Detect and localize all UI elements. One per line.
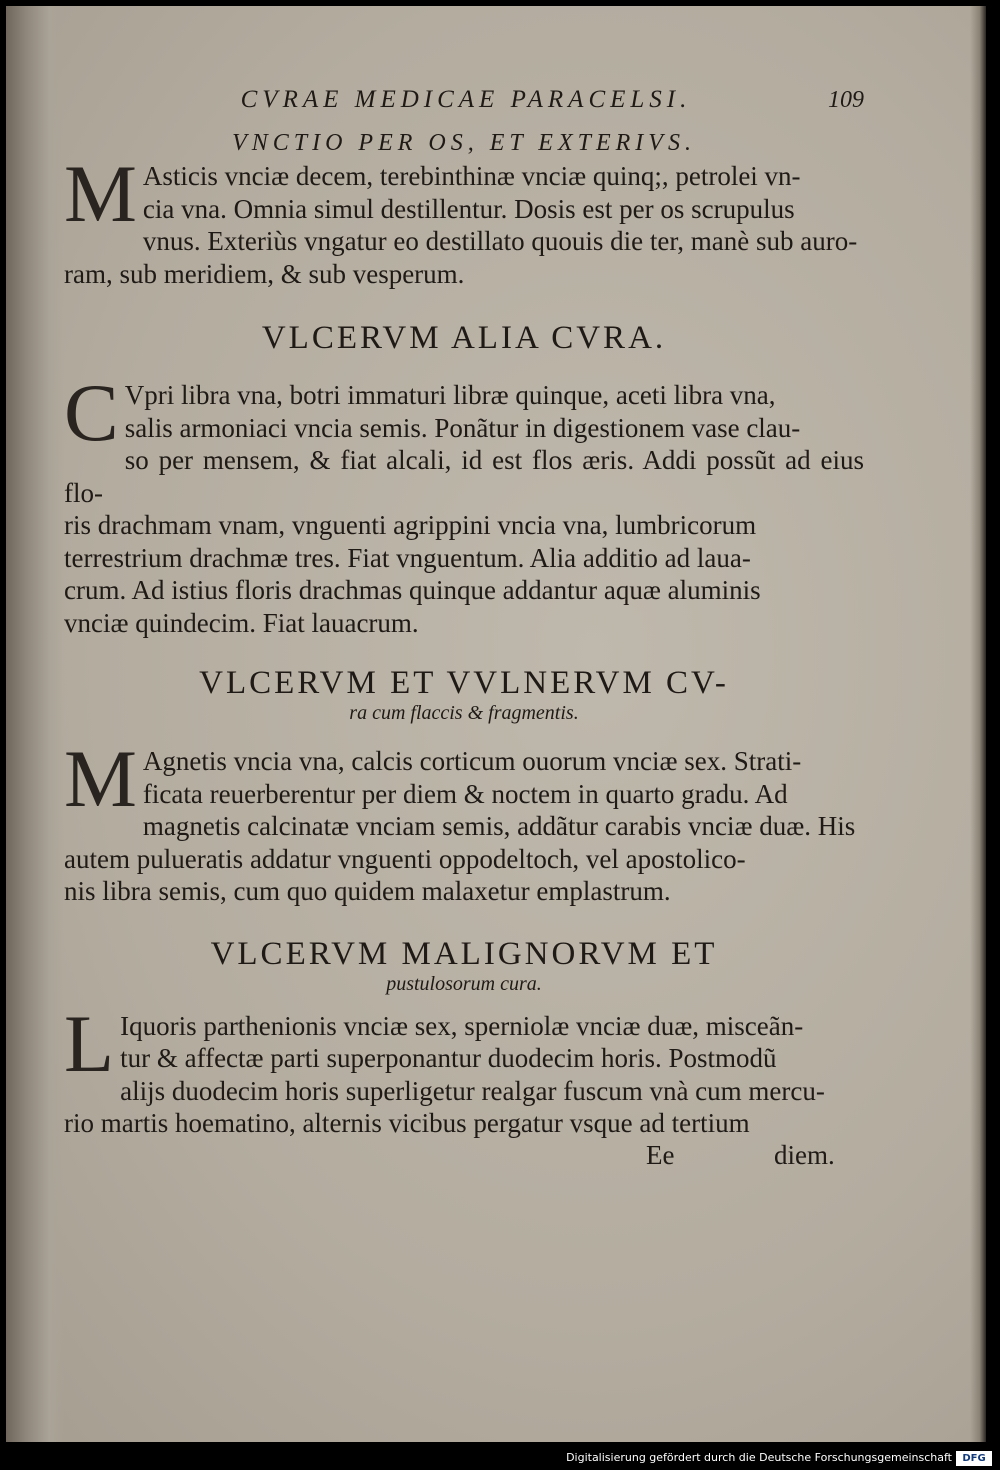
section-paragraph	[64, 733, 864, 908]
text-line: ficata reuerberentur per diem & noctem in quarto gradu. Ad	[142, 778, 788, 809]
page-right-edge	[970, 6, 986, 1442]
drop-initial: M	[64, 733, 137, 824]
page-number: 109	[828, 87, 864, 113]
text-line: tur & affectæ parti superponantur duodecim horis. Postmodũ	[120, 1043, 777, 1073]
drop-initial: C	[64, 367, 119, 458]
text-line: vnus. Exteriùs vngatur eo destillato quouis die ter, manè sub auro-	[142, 226, 858, 256]
section-heading: VLCERVM MALIGNORVM ET	[210, 935, 718, 972]
text-line: nis libra semis, cum quo quidem malaxetur emplastrum.	[64, 876, 671, 906]
text-line: terrestrium drachmæ tres. Fiat vnguentum. Alia additio ad laua-	[64, 542, 751, 573]
drop-initial: M	[64, 148, 137, 239]
signature-mark: Ee	[646, 1139, 675, 1170]
catchword: diem.	[774, 1139, 835, 1170]
text-line: ram, sub meridiem, & sub vesperum.	[64, 258, 465, 289]
text-line: cia vna. Omnia simul destillentur. Dosis est per os scrupulus	[142, 193, 795, 224]
text-line: autem pulueratis addatur vnguenti oppodeltoch, vel apostolico-	[64, 843, 746, 874]
text-line: salis armoniaci vncia semis. Ponãtur in digestionem vase clau-	[124, 412, 801, 443]
section-paragraph	[64, 997, 864, 1140]
section-paragraph	[64, 148, 864, 290]
book-page	[6, 6, 986, 1442]
text-line: Iquoris parthenionis vnciæ sex, sperniolæ vnciæ duæ, misceãn-	[120, 1010, 804, 1041]
dfg-logo: DFG	[956, 1451, 992, 1466]
text-line: Agnetis vncia vna, calcis corticum ouorum vnciæ sex. Strati-	[142, 746, 802, 776]
page-gutter-shadow	[6, 6, 64, 1442]
text-line: vnciæ quindecim. Fiat lauacrum.	[64, 607, 419, 638]
page-text	[64, 86, 864, 1176]
text-line: rio martis hoematino, alternis vicibus pergatur vsque ad tertium	[64, 1108, 750, 1138]
text-line: Asticis vnciæ decem, terebinthinæ vnciæ quinq;, petrolei vn-	[142, 161, 801, 191]
text-line: alijs duodecim horis superligetur realgar fuscum vnà cum mercu-	[120, 1075, 825, 1106]
text-line: ris drachmam vnam, vnguenti agrippini vncia vna, lumbricorum	[64, 510, 757, 540]
section-heading: VNCTIO PER OS, ET EXTERIVS.	[232, 130, 696, 156]
text-line: so per mensem, & fiat alcali, id est flos æris. Addi possũt ad eius flo-	[64, 445, 864, 508]
running-head	[64, 86, 864, 126]
running-head-title: CVRAE MEDICAE PARACELSI.	[240, 86, 692, 113]
drop-initial: L	[64, 997, 115, 1089]
text-line: magnetis calcinatæ vnciam semis, addãtur carabis vnciæ duæ. His	[142, 811, 856, 841]
section-paragraph	[64, 367, 864, 639]
section-heading: VLCERVM ALIA CVRA.	[261, 320, 667, 356]
text-line: crum. Ad istius floris drachmas quinque addantur aquæ aluminis	[64, 575, 761, 605]
section-subtitle: ra cum flaccis & fragmentis.	[349, 702, 579, 724]
catchword-row	[64, 1140, 864, 1176]
funding-notice: Digitalisierung gefördert durch die Deutsche Forschungsgemeinschaft	[566, 1451, 952, 1464]
section-subtitle: pustulosorum cura.	[386, 972, 542, 995]
section-heading: VLCERVM ET VVLNERVM CV-	[199, 665, 729, 701]
footer-bar	[0, 1442, 1000, 1470]
text-line: Vpri libra vna, botri immaturi libræ quinque, aceti libra vna,	[124, 380, 776, 410]
